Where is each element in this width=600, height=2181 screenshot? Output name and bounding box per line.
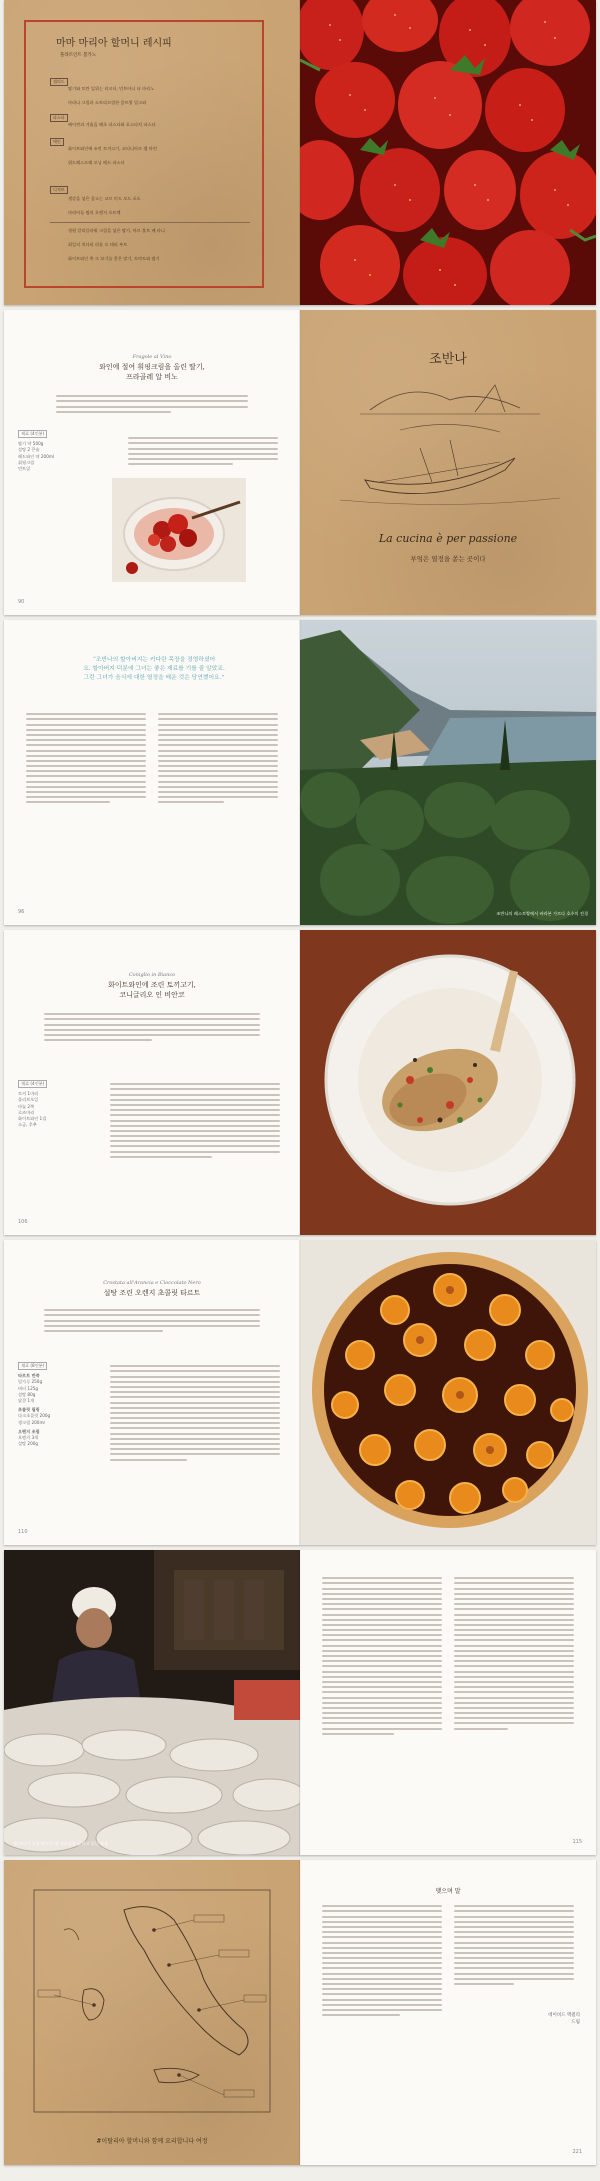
ingredient-label: 재료 (4인분) xyxy=(18,1080,47,1088)
map-page xyxy=(4,1860,300,2165)
chapter-subtitle: 부엌은 열정을 쏟는 곳이다 xyxy=(410,555,486,563)
pull-quote-line: 그런 그녀가 음식에 대한 열정을 배운 것은 당연했어요.” xyxy=(83,675,225,681)
strawberry-bowl-image xyxy=(112,478,246,582)
rabbit-dish-image xyxy=(300,930,596,1235)
ingredient-item: 설탕 2 큰술 xyxy=(18,447,40,453)
ingredient-item: 민트잎 xyxy=(18,466,31,472)
recipe-title: 설탕 조린 오렌지 초콜릿 타르트 xyxy=(103,1289,201,1297)
menu-subtitle: 플라트인트 봄카노 xyxy=(60,53,97,58)
pull-quote-line: “조반나의 할아버지는 커다란 목장을 경영하셨어 xyxy=(92,657,216,663)
lake-garda-image xyxy=(300,620,596,925)
menu-item: 최일의 치타리 리틀 오 테리 부트 xyxy=(68,242,128,247)
ingredient-item: 생크림 200ml xyxy=(18,1419,45,1425)
pull-quote-line: 요. 할아버지 덕분에 그녀는 좋은 재료를 기를 줄 알았죠. xyxy=(83,666,225,672)
menu-item: 베이컨과 겨울을 해초 파스타와 포스타치 파스타 xyxy=(68,122,156,127)
page-number: 96 xyxy=(18,909,25,915)
menu-item: 마리아를 찜의 오렌지 오트렉 xyxy=(68,210,121,215)
menu-item: 생강을 넣은 콩고는 코르 미드 모드 포도 xyxy=(68,196,141,201)
crostata-photo xyxy=(300,1240,596,1545)
ingredient-item: 달걀 1개 xyxy=(18,1398,35,1404)
story-column-2 xyxy=(158,710,278,807)
story-page xyxy=(4,620,300,925)
menu-item: 화이트와인 쪽 크 꼬기를 좋은 맞기, 토마토와 딸기 xyxy=(68,256,160,261)
ingredient-item: 딸기 약 500g xyxy=(18,441,44,447)
menu-item: 위드레스프레 모닝 베드 파스타 xyxy=(68,160,125,165)
gutter xyxy=(299,930,301,1235)
ingredient-item: 휘핑크림 xyxy=(18,459,35,465)
grandmother-pasta-image xyxy=(4,1550,300,1855)
pull-quote xyxy=(44,656,264,683)
menu-page xyxy=(4,0,300,305)
ingredient-group: 초콜릿 필링 xyxy=(18,1407,40,1413)
method-text xyxy=(128,434,278,468)
gutter xyxy=(299,310,301,615)
menu-item: 화이트와인에 조린 토끼고기, 코티니아르 젤 마린 xyxy=(68,146,157,151)
recipe-title xyxy=(4,362,300,382)
intro-paragraph xyxy=(44,1010,260,1044)
story-column-1 xyxy=(322,1574,442,1738)
gutter xyxy=(299,1550,301,1855)
page-number: 106 xyxy=(18,1219,28,1225)
italy-map-sketch xyxy=(4,1870,300,2130)
ingredient-item: 오렌지 3개 xyxy=(18,1435,39,1441)
ingredient-sidebar xyxy=(18,1362,108,1447)
ingredient-item: 버터 125g xyxy=(18,1385,39,1391)
page-number: 221 xyxy=(572,2149,582,2155)
menu-section-label: 파스타 xyxy=(50,114,68,122)
photo-caption: 할머니가 직접 만드신 생 파스타를 말리고 있는 모습 xyxy=(14,1841,109,1846)
chapter-giovanna xyxy=(300,310,596,615)
menu-frame xyxy=(24,20,264,288)
ingredient-item: 로즈마리 xyxy=(18,1109,35,1115)
menu-item: 정원 칼리플라워 크림을 넣은 딸기, 아르 볼트 베 타니 xyxy=(68,228,165,233)
spread-epilogue xyxy=(4,1860,596,2165)
menu-divider xyxy=(50,222,250,223)
chapter-title: 조반나 xyxy=(429,352,467,367)
ingredient-sidebar xyxy=(18,1080,108,1128)
story-column-2 xyxy=(454,1574,574,1733)
ingredient-item: 다크초콜릿 200g xyxy=(18,1413,51,1419)
recipe-title-line-1: 화이트와인에 조린 토끼고기, xyxy=(108,981,196,989)
spread-coniglio xyxy=(4,930,596,1235)
chapter-tagline: La cucina è per passione xyxy=(378,532,518,545)
ingredient-item: 설탕 80g xyxy=(18,1391,36,1397)
orange-chocolate-tart-image xyxy=(300,1240,596,1545)
page-number: 110 xyxy=(18,1529,28,1535)
recipe-italian-name: Crostata all'Arancia e Cioccolato Nero xyxy=(103,1280,201,1286)
ingredient-item: 화이트와인 1컵 xyxy=(18,1116,47,1122)
method-text xyxy=(110,1362,280,1464)
gutter xyxy=(299,620,301,925)
epilogue-page xyxy=(300,1860,596,2165)
menu-section-label: 디저트 xyxy=(50,186,68,194)
lake-photo xyxy=(300,620,596,925)
signature-name: 데이비드 맥퀼리 xyxy=(548,2013,580,2018)
spread-crostata xyxy=(4,1240,596,1545)
ingredient-item: 올리브오일 xyxy=(18,1097,39,1103)
spread-fragole xyxy=(4,310,596,615)
ingredient-group: 오렌지 조림 xyxy=(18,1428,40,1434)
menu-item: 딸기와 토란 잎위는 리코타, 민트아니 더 마리노 xyxy=(68,86,155,91)
story-column-1 xyxy=(26,710,146,807)
menu-item: 마리나 크림과 소트리르림한 콩트랑 밀크와 xyxy=(68,100,147,105)
spread-pasta-story xyxy=(4,1550,596,1855)
strawberries-photo xyxy=(300,0,596,305)
epilogue-column-2 xyxy=(454,1902,574,1988)
recipe-italian-name: Fragole al Vino xyxy=(132,354,172,360)
ingredient-label: 재료 (8인분) xyxy=(18,1362,47,1370)
menu-section-label: 메인 xyxy=(50,138,64,146)
pasta-photo xyxy=(4,1550,300,1855)
ingredient-item: 레드와인 약 200ml xyxy=(18,453,55,459)
intro-paragraph xyxy=(44,1306,260,1335)
recipe-italian-name: Coniglio in Bianco xyxy=(128,972,176,978)
ingredient-sidebar xyxy=(18,430,108,472)
menu-title: 마마 마리아 할머니 레시피 xyxy=(56,38,172,49)
fragole-photo xyxy=(112,478,246,582)
signature-closing: 드림 xyxy=(571,2020,580,2025)
ingredient-group: 타르트 반죽 xyxy=(18,1373,40,1379)
page-number: 90 xyxy=(18,599,25,605)
method-text xyxy=(110,1080,280,1161)
recipe-page-crostata xyxy=(4,1240,300,1545)
lake-boat-sketch xyxy=(300,370,596,520)
gutter xyxy=(299,1860,301,2165)
ingredient-item: 토끼 1마리 xyxy=(18,1091,39,1097)
gutter xyxy=(299,0,301,305)
ingredient-label: 재료 (4인분) xyxy=(18,430,47,438)
ingredient-item: 설탕 200g xyxy=(18,1441,39,1447)
ingredient-item: 소금, 후추 xyxy=(18,1122,37,1128)
recipe-title-line-2: 코니글리오 인 비안코 xyxy=(119,991,185,999)
coniglio-photo xyxy=(300,930,596,1235)
page-number: 115 xyxy=(572,1839,582,1845)
recipe-title xyxy=(4,980,300,1000)
map-caption: #이탈리아 할머니와 함께 요리합니다 여정 xyxy=(96,2138,208,2145)
recipe-page-coniglio xyxy=(4,930,300,1235)
story-page xyxy=(300,1550,596,1855)
gutter xyxy=(299,1240,301,1545)
spread-menu xyxy=(4,0,596,305)
menu-section-label: 샐러드 xyxy=(50,78,68,86)
spread-giovanna-story xyxy=(4,620,596,925)
recipe-title-line-2: 프라골레 알 비노 xyxy=(126,373,178,381)
epilogue-heading: 맺으며 말 xyxy=(435,1888,461,1895)
recipe-title-line-1: 와인에 절여 휘핑크림을 올린 딸기, xyxy=(99,363,205,371)
strawberries-image xyxy=(300,0,596,305)
recipe-page-fragole xyxy=(4,310,300,615)
photo-caption: 조반나의 레스토랑에서 바라본 가르다 호수의 전경 xyxy=(496,911,588,916)
epilogue-column-1 xyxy=(322,1902,442,2019)
intro-paragraph xyxy=(56,392,248,416)
ingredient-item: 밀가루 250g xyxy=(18,1379,43,1385)
signature xyxy=(490,2012,580,2026)
ingredient-item: 마늘 2쪽 xyxy=(18,1103,35,1109)
